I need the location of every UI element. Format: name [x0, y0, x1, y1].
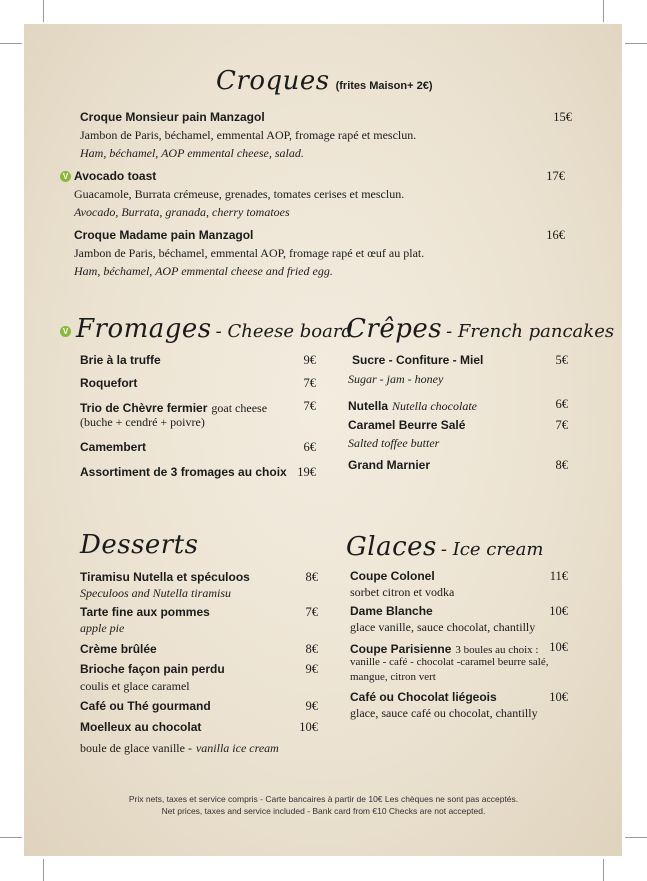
footer-line-2: Net prices, taxes and service included - Bank card from €10 Checks are not accepted.	[161, 806, 486, 816]
glaces-title	[346, 532, 543, 562]
crop-mark	[603, 0, 604, 22]
footer-line-1: Prix nets, taxes et service compris - Carte bancaires à partir de 10€ Les chèques ne sont pas acceptés.	[128, 794, 519, 804]
croque-madame-price: 16€	[546, 228, 565, 242]
desserts-heading: Desserts	[80, 530, 199, 560]
croque-monsieur-en: Ham, béchamel, AOP emmental cheese, salad.	[80, 146, 304, 160]
coupe-parisienne-name: Coupe Parisienne	[350, 642, 452, 656]
vegetarian-icon: V	[60, 326, 71, 337]
roquefort-name: Roquefort	[80, 376, 138, 390]
sucre-en: Sugar - jam - honey	[348, 372, 444, 386]
brie-price: 9€	[303, 353, 316, 367]
creme-brulee-price: 8€	[305, 642, 318, 656]
moelleux-en: vanilla ice cream	[195, 741, 279, 755]
croque-monsieur-price: 15€	[553, 110, 572, 124]
avocado-toast-name: Avocado toast	[74, 169, 157, 183]
crop-mark	[625, 837, 647, 838]
assortiment-price: 19€	[297, 465, 316, 479]
croques-note: (frites Maison+ 2€)	[335, 80, 433, 92]
coupe-parisienne-price: 10€	[549, 640, 568, 654]
camembert-price: 6€	[303, 440, 316, 454]
moelleux-desc: boule de glace vanille -	[80, 741, 192, 755]
glaces-heading: Glaces	[346, 532, 437, 562]
fromages-subtitle: - Cheese board	[215, 321, 353, 342]
fromages-title	[76, 314, 353, 344]
nutella-price: 6€	[555, 397, 568, 411]
tarte-price: 7€	[305, 605, 318, 619]
moelleux-price: 10€	[299, 720, 318, 734]
camembert-name: Camembert	[80, 440, 147, 454]
tarte-name: Tarte fine aux pommes	[80, 605, 210, 619]
crepes-title	[346, 314, 614, 344]
liegeois-desc: glace, sauce café ou chocolat, chantilly	[350, 706, 538, 720]
moelleux-name: Moelleux au chocolat	[80, 720, 202, 734]
roquefort-price: 7€	[303, 376, 316, 390]
crepes-subtitle: - French pancakes	[446, 321, 615, 342]
caramel-name: Caramel Beurre Salé	[348, 418, 466, 432]
tiramisu-en: Speculoos and Nutella tiramisu	[80, 586, 231, 600]
fromages-heading: Fromages	[76, 314, 212, 344]
sucre-name: Sucre - Confiture - Miel	[352, 353, 484, 367]
coupe-colonel-price: 11€	[549, 569, 568, 583]
coupe-parisienne-desc: vanille - café - chocolat -caramel beurre salé,	[350, 656, 549, 668]
dame-blanche-desc: glace vanille, sauce chocolat, chantilly	[350, 620, 536, 634]
tiramisu-price: 8€	[305, 570, 318, 584]
moelleux-desc-line	[80, 739, 279, 757]
grand-marnier-price: 8€	[555, 458, 568, 472]
liegeois-name: Café ou Chocolat liégeois	[350, 690, 497, 704]
brioche-name: Brioche façon pain perdu	[80, 662, 225, 676]
vegetarian-icon: V	[60, 171, 71, 182]
brie-name: Brie à la truffe	[80, 353, 161, 367]
glaces-subtitle: - Ice cream	[440, 539, 544, 560]
croques-heading: Croques	[216, 66, 330, 96]
crop-mark	[0, 837, 22, 838]
crop-mark	[43, 859, 44, 881]
avocado-toast-desc: Guacamole, Burrata crémeuse, grenades, tomates cerises et mesclun.	[74, 187, 405, 201]
croque-madame-en: Ham, béchamel, AOP emmental cheese and fried egg.	[74, 264, 333, 278]
cafe-gourmand-price: 9€	[305, 699, 318, 713]
brioche-price: 9€	[305, 662, 318, 676]
nutella-name: Nutella	[348, 399, 389, 413]
brioche-desc: coulis et glace caramel	[80, 679, 190, 693]
crop-mark	[0, 43, 22, 44]
assortiment-name: Assortiment de 3 fromages au choix	[80, 465, 287, 479]
crop-mark	[43, 0, 44, 22]
caramel-en: Salted toffee butter	[348, 436, 440, 450]
coupe-parisienne-desc-2: mangue, citron vert	[350, 671, 436, 683]
dame-blanche-price: 10€	[549, 604, 568, 618]
liegeois-price: 10€	[549, 690, 568, 704]
coupe-colonel-name: Coupe Colonel	[350, 569, 435, 583]
crop-mark	[625, 43, 647, 44]
dame-blanche-name: Dame Blanche	[350, 604, 433, 618]
trio-chevre-desc: (buche + cendré + poivre)	[80, 415, 205, 429]
trio-chevre-extra: goat cheese	[211, 401, 268, 415]
coupe-colonel-desc: sorbet citron et vodka	[350, 585, 455, 599]
desserts-title	[80, 530, 199, 560]
croque-monsieur-name: Croque Monsieur pain Manzagol	[80, 110, 265, 124]
crepes-heading: Crêpes	[346, 314, 443, 344]
caramel-price: 7€	[555, 418, 568, 432]
coupe-parisienne-extra: 3 boules au choix :	[455, 644, 539, 656]
creme-brulee-name: Crème brûlée	[80, 642, 157, 656]
cafe-gourmand-name: Café ou Thé gourmand	[80, 699, 211, 713]
croque-madame-desc: Jambon de Paris, béchamel, emmental AOP, fromage rapé et œuf au plat.	[74, 246, 425, 260]
tarte-en: apple pie	[80, 621, 125, 635]
croque-madame-name: Croque Madame pain Manzagol	[74, 228, 254, 242]
croques-title	[216, 66, 432, 96]
grand-marnier-name: Grand Marnier	[348, 458, 431, 472]
trio-chevre-name: Trio de Chèvre fermier	[80, 401, 208, 415]
sucre-price: 5€	[555, 353, 568, 367]
avocado-toast-en: Avocado, Burrata, granada, cherry tomatoes	[74, 205, 290, 219]
crop-mark	[603, 859, 604, 881]
nutella-extra: Nutella chocolate	[392, 399, 477, 413]
tiramisu-name: Tiramisu Nutella et spéculoos	[80, 570, 250, 584]
croque-monsieur-desc: Jambon de Paris, béchamel, emmental AOP, fromage rapé et mesclun.	[80, 128, 417, 142]
nutella-line	[348, 397, 477, 415]
avocado-toast-price: 17€	[546, 169, 565, 183]
trio-chevre-price: 7€	[303, 399, 316, 413]
